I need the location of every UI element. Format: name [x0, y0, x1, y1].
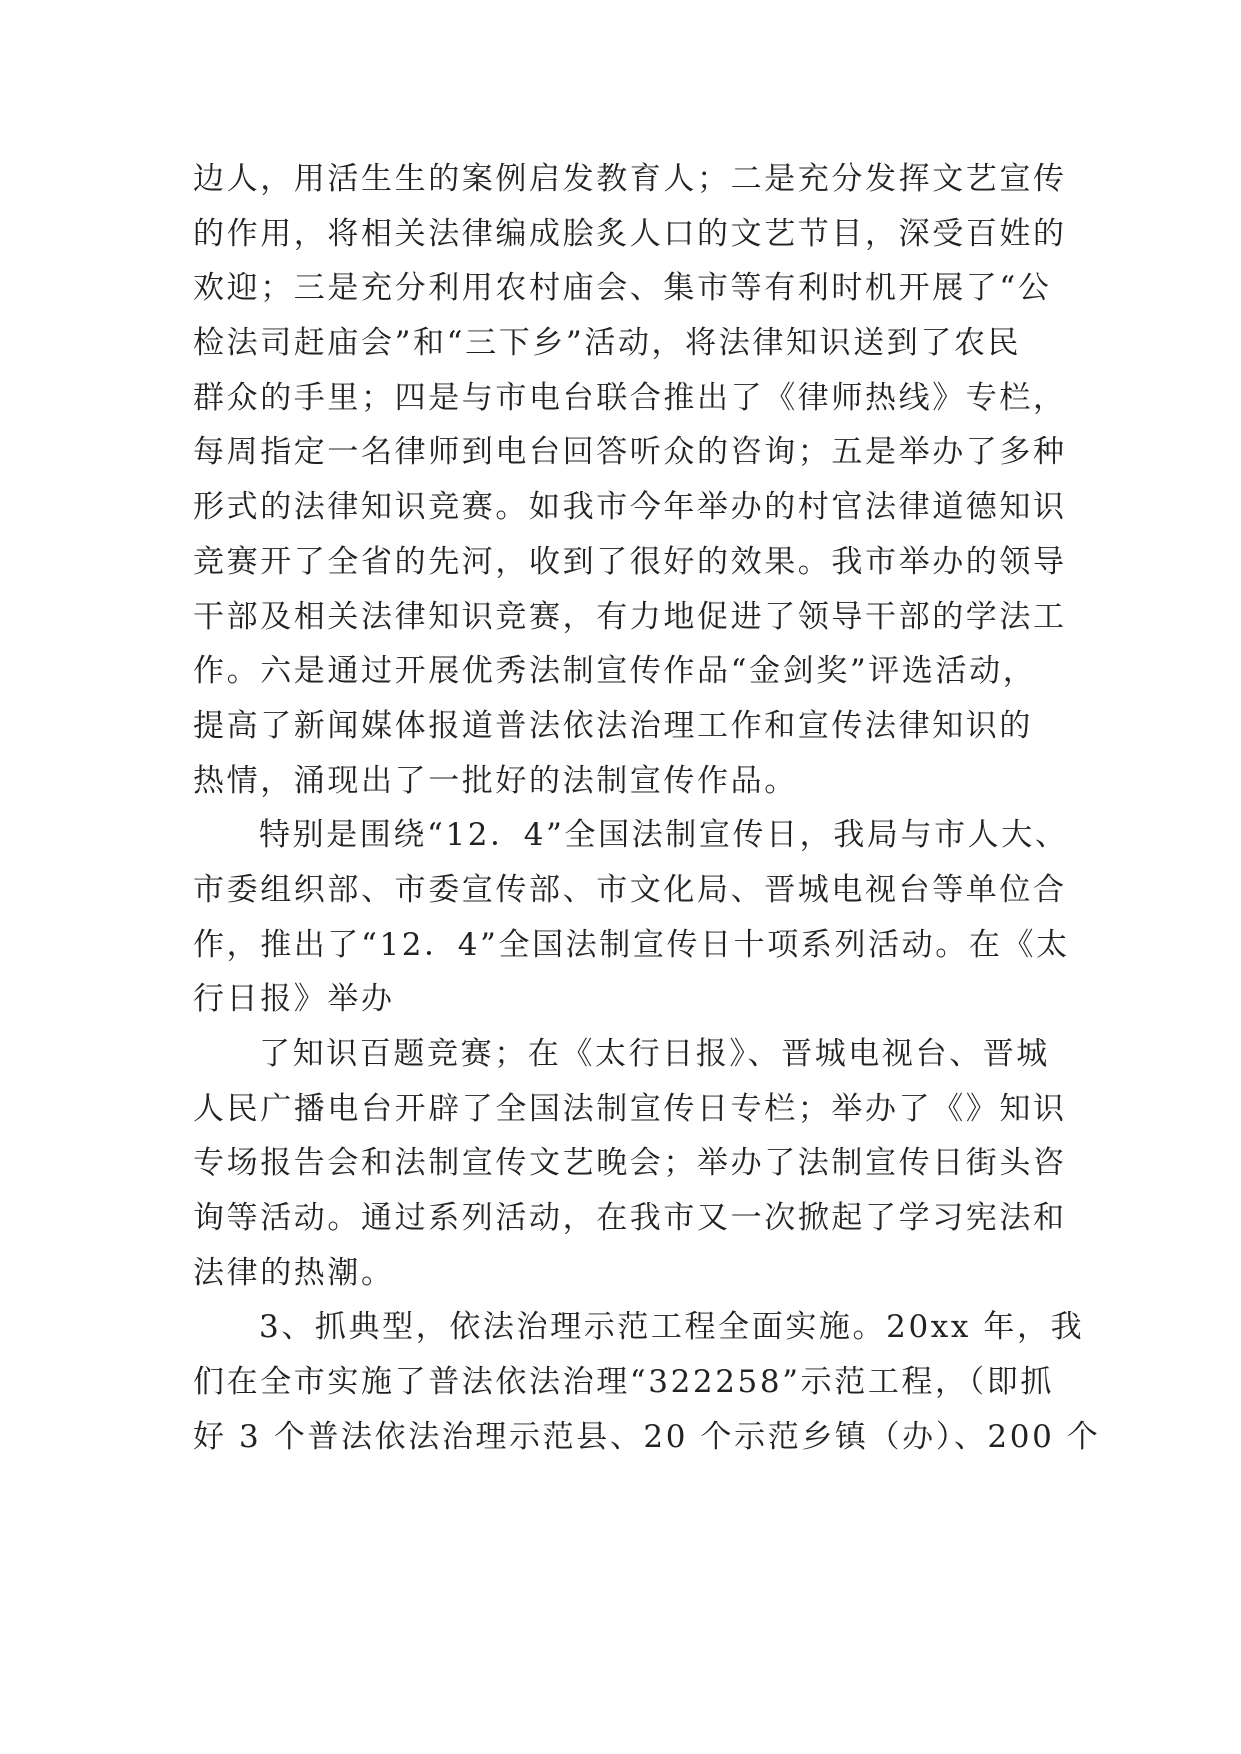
text-line: 欢迎；三是充分利用农村庙会、集市等有利时机开展了“公	[193, 270, 1052, 307]
text-line: 提高了新闻媒体报道普法依法治理工作和宣传法律知识的	[193, 707, 1033, 744]
paragraph-first-line: 3、抓典型，依法治理示范工程全面实施。20xx 年，我	[259, 1309, 1085, 1346]
text-line: 法律的热潮。	[193, 1254, 395, 1291]
text-line: 人民广播电台开辟了全国法制宣传日专栏；举办了《》知识	[193, 1090, 1067, 1127]
text-line: 检法司赶庙会”和“三下乡”活动，将法律知识送到了农民	[193, 325, 1022, 362]
text-line: 竞赛开了全省的先河，收到了很好的效果。我市举办的领导	[193, 543, 1067, 580]
text-line: 形式的法律知识竞赛。如我市今年举办的村官法律道德知识	[193, 489, 1067, 526]
document-body	[193, 152, 1101, 1465]
text-line: 群众的手里；四是与市电台联合推出了《律师热线》专栏，	[193, 379, 1067, 416]
paragraph-first-line: 特别是围绕“12．4”全国法制宣传日，我局与市人大、	[259, 817, 1069, 854]
text-line: 作。六是通过开展优秀法制宣传作品“金剑奖”评选活动，	[193, 653, 1037, 690]
text-line: 的作用，将相关法律编成脍炙人口的文艺节目，深受百姓的	[193, 215, 1067, 252]
text-line: 专场报告会和法制宣传文艺晚会；举办了法制宣传日街头咨	[193, 1145, 1067, 1182]
text-line: 边人，用活生生的案例启发教育人；二是充分发挥文艺宣传	[193, 161, 1067, 197]
text-line: 干部及相关法律知识竞赛，有力地促进了领导干部的学法工	[193, 598, 1067, 635]
paragraph-first-line: 了知识百题竞赛；在《太行日报》、晋城电视台、晋城	[259, 1036, 1050, 1072]
text-line: 们在全市实施了普法依法治理“322258”示范工程，（即抓	[193, 1364, 1054, 1401]
text-line: 行日报》举办	[193, 981, 395, 1018]
text-line: 热情，涌现出了一批好的法制宣传作品。	[193, 762, 798, 799]
text-line: 作，推出了“12．4”全国法制宣传日十项系列活动。在《太	[193, 926, 1070, 963]
text-line: 每周指定一名律师到电台回答听众的咨询；五是举办了多种	[193, 434, 1067, 471]
text-line: 好 3 个普法依法治理示范县、20 个示范乡镇（办）、200 个	[193, 1418, 1101, 1455]
text-line: 市委组织部、市委宣传部、市文化局、晋城电视台等单位合	[193, 871, 1067, 908]
text-line: 询等活动。通过系列活动，在我市又一次掀起了学习宪法和	[193, 1200, 1067, 1237]
